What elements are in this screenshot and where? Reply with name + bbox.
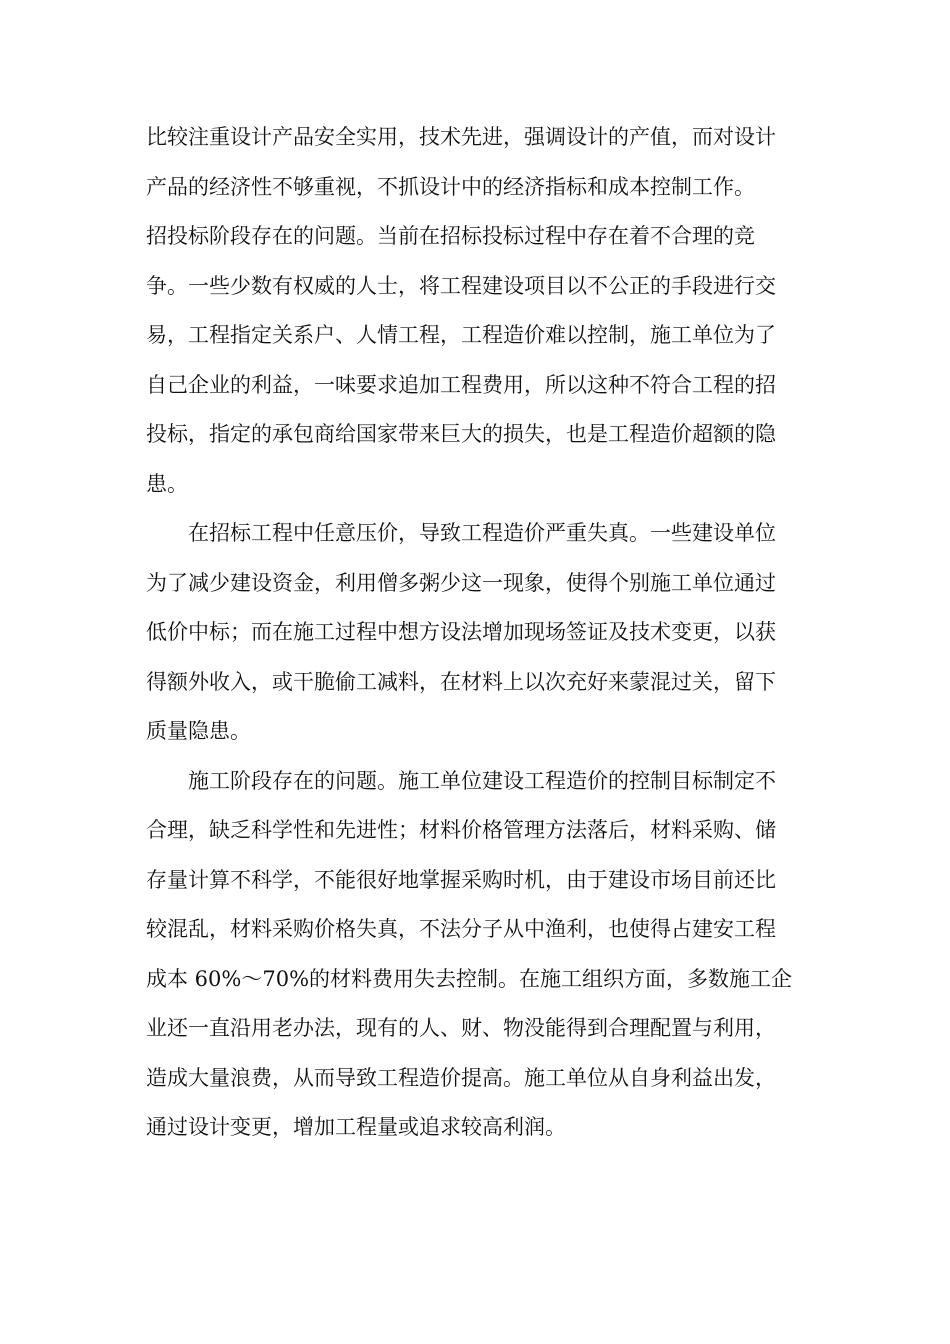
text-line: 得额外收入，或干脆偷工减料，在材料上以次充好来蒙混过关，留下 bbox=[146, 669, 776, 694]
text-line: 业还一直沿用老办法，现有的人、财、物没能得到合理配置与利用， bbox=[146, 1016, 776, 1040]
paragraph-first-line: 在招标工程中任意压价，导致工程造价严重失真。一些建设单位 bbox=[188, 521, 776, 545]
paragraph-first-line: 施工阶段存在的问题。施工单位建设工程造价的控制目标制定不 bbox=[188, 768, 776, 793]
text-line: 通过设计变更，增加工程量或追求较高利润。 bbox=[146, 1115, 566, 1139]
document-body bbox=[146, 113, 811, 1153]
text-line: 合理，缺乏科学性和先进性；材料价格管理方法落后，材料采购、储 bbox=[146, 818, 776, 842]
text-line: 招投标阶段存在的问题。当前在招标投标过程中存在着不合理的竞 bbox=[146, 224, 755, 248]
text-line: 低价中标；而在施工过程中想方设法增加现场签证及技术变更，以获 bbox=[146, 620, 776, 644]
text-line: 存量计算不科学，不能很好地掌握采购时机，由于建设市场目前还比 bbox=[146, 867, 776, 892]
text-line: 投标，指定的承包商给国家带来巨大的损失，也是工程造价超额的隐 bbox=[146, 422, 776, 446]
text-line: 患。 bbox=[146, 471, 188, 496]
text-line: 争。一些少数有权威的人士，将工程建设项目以不公正的手段进行交 bbox=[146, 273, 776, 298]
text-line: 成本 60%～70%的材料费用失去控制。在施工组织方面，多数施工企 bbox=[146, 966, 793, 991]
text-line: 产品的经济性不够重视，不抓设计中的经济指标和成本控制工作。 bbox=[146, 174, 755, 199]
text-line: 为了减少建设资金，利用僧多粥少这一现象，使得个别施工单位通过 bbox=[146, 570, 776, 595]
text-line: 较混乱，材料采购价格失真，不法分子从中渔利，也使得占建安工程 bbox=[146, 917, 776, 941]
text-line: 造成大量浪费，从而导致工程造价提高。施工单位从自身利益出发， bbox=[146, 1065, 776, 1090]
text-line: 比较注重设计产品安全实用，技术先进，强调设计的产值，而对设计 bbox=[146, 125, 776, 149]
text-line: 质量隐患。 bbox=[146, 719, 251, 743]
text-line: 易，工程指定关系户、人情工程，工程造价难以控制，施工单位为了 bbox=[146, 323, 776, 347]
text-line: 自己企业的利益，一味要求追加工程费用，所以这种不符合工程的招 bbox=[146, 372, 776, 397]
